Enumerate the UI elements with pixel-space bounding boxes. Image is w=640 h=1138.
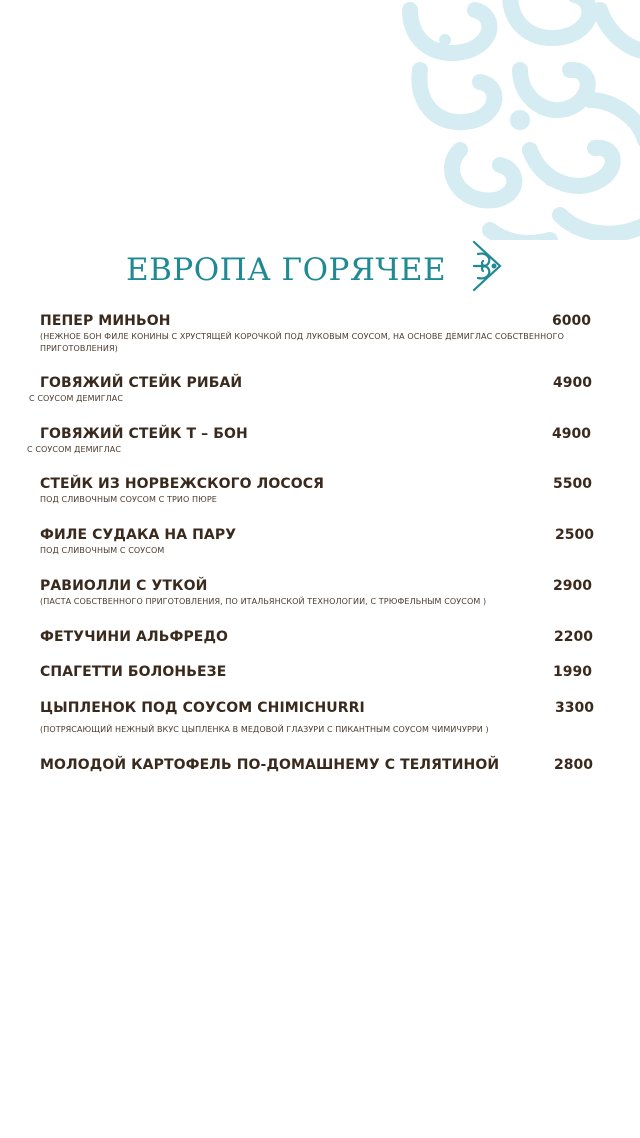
- menu-item-name: ФЕТУЧИНИ АЛЬФРЕДО: [40, 629, 229, 645]
- page-title: ЕВРОПА ГОРЯЧЕЕ: [126, 252, 447, 288]
- menu-item: [27, 426, 591, 458]
- kazakh-ornament-icon: [400, 0, 640, 240]
- menu-item-description: (ПАСТА СОБСТВЕННОГО ПРИГОТОВЛЕНИЯ, ПО ИТАЛЬЯНСКОЙ ТЕХНОЛОГИИ, С ТРЮФЕЛЬНЫМ СОУСОМ ): [40, 597, 487, 606]
- menu-item-price: 2500: [555, 527, 594, 543]
- menu-item-price: 4900: [552, 426, 591, 442]
- menu-item-description: С СОУСОМ ДЕМИГЛАС: [27, 445, 122, 454]
- menu-item-price: 4900: [553, 375, 592, 391]
- menu-item-price: 2800: [554, 757, 593, 773]
- menu-item-description: (НЕЖНОЕ БОН ФИЛЕ КОНИНЫ С ХРУСТЯЩЕЙ КОРОЧКОЙ ПОД ЛУКОВЫМ СОУСОМ, НА ОСНОВЕ ДЕМИГЛАС СОБСТВЕННОГО ПРИГОТОВЛЕНИЯ): [40, 332, 564, 353]
- menu-item-name: ЦЫПЛЕНОК ПОД СОУСОМ CHIMICHURRI: [40, 700, 365, 716]
- menu-item-name: МОЛОДОЙ КАРТОФЕЛЬ ПО-ДОМАШНЕМУ С ТЕЛЯТИНОЙ: [40, 757, 500, 773]
- menu-item-price: 6000: [552, 313, 591, 329]
- menu-item-name: РАВИОЛЛИ С УТКОЙ: [40, 578, 208, 594]
- menu-item: [40, 629, 593, 649]
- menu-item-description: (ПОТРЯСАЮЩИЙ НЕЖНЫЙ ВКУС ЦЫПЛЕНКА В МЕДОВОЙ ГЛАЗУРИ С ПИКАНТНЫМ СОУСОМ ЧИМИЧУРРИ ): [40, 725, 489, 734]
- menu-item-price: 5500: [553, 476, 592, 492]
- menu-item-price: 3300: [555, 700, 594, 716]
- menu-item-price: 2900: [553, 578, 592, 594]
- menu-item: [40, 578, 590, 610]
- title-ornament-icon: [470, 240, 504, 292]
- menu-item-description: ПОД СЛИВОЧНЫМ СОУСОМ С ТРИО ПЮРЕ: [40, 495, 217, 504]
- menu-item: [40, 476, 590, 508]
- menu-item: [40, 700, 594, 740]
- menu-item-description: ПОД СЛИВОЧНЫМ С СОУСОМ: [40, 546, 165, 555]
- menu-item-description: С СОУСОМ ДЕМИГЛАС: [29, 394, 124, 403]
- menu-item: [29, 375, 592, 407]
- menu-item-name: СТЕЙК ИЗ НОРВЕЖСКОГО ЛОСОСЯ: [40, 476, 324, 492]
- menu-item: [40, 527, 594, 559]
- menu-item-price: 2200: [554, 629, 593, 645]
- menu-item: [40, 757, 593, 777]
- menu-item: [40, 313, 590, 357]
- menu-item-name: ПЕПЕР МИНЬОН: [40, 313, 171, 329]
- menu-item-name: ГОВЯЖИЙ СТЕЙК Т – БОН: [40, 426, 248, 442]
- menu-item-price: 1990: [553, 664, 592, 680]
- section-header: [0, 238, 640, 294]
- menu-item-name: СПАГЕТТИ БОЛОНЬЕЗЕ: [40, 664, 227, 680]
- menu-item-name: ГОВЯЖИЙ СТЕЙК РИБАЙ: [40, 375, 243, 391]
- menu-item-name: ФИЛЕ СУДАКА НА ПАРУ: [40, 527, 237, 543]
- menu-item: [40, 664, 590, 684]
